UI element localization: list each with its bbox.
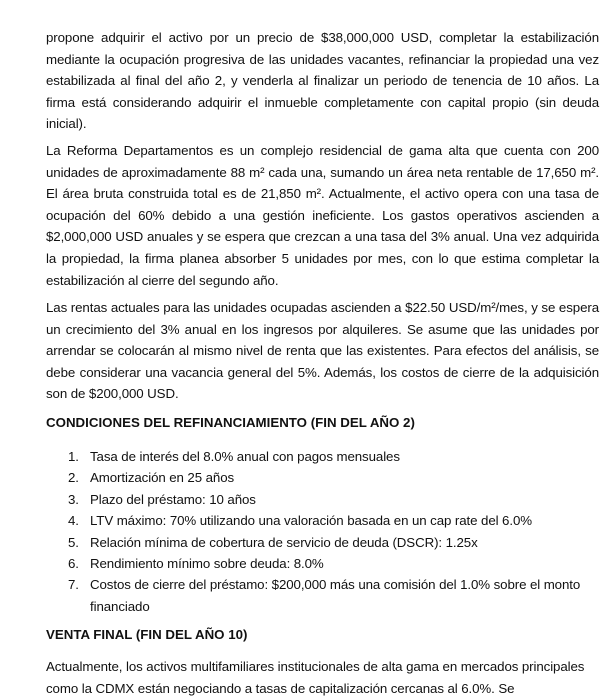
list-item-text: LTV máximo: 70% utilizando una valoración basada en un cap rate del 6.0% [90,513,532,529]
heading-final-sale: VENTA FINAL (FIN DEL AÑO 10) [46,627,248,642]
paragraph-property-description: La Reforma Departamentos es un complejo residencial de gama alta que cuenta con 200 unidades de aproximadamente 88 m² cada una, sumando un área neta rentable de 17,650 m². El área bruta construida total es de 21,850 m². Actualmente, el activo opera con una tasa de ocupación del 60% debido a una gestión ineficiente. Los gastos operativos ascienden a $2,000,000 USD anuales y se espera que crezcan a una tasa del 3% anual. Una vez adquirida la propiedad, la firma planea absorber 5 unidades por mes, con lo que estima completar la estabilización al cierre del segundo año. [46,143,599,288]
list-item-text: Tasa de interés del 8.0% anual con pagos mensuales [90,449,400,464]
list-item-text: Costos de cierre del préstamo: $200,000 más una comisión del 1.0% sobre el monto financiado [90,577,581,614]
list-item-text: Rendimiento mínimo sobre deuda: 8.0% [90,556,324,572]
list-item-text: Amortización en 25 años [90,470,235,486]
list-item-number: 2. [68,470,79,486]
list-item-text: Plazo del préstamo: 10 años [90,491,256,507]
list-item [46,446,599,467]
paragraph-cap-rates: Actualmente, los activos multifamiliares institucionales de alta gama en mercados principales como la CDMX están negociando a tasas de capitalización cercanas al 6.0%. Se [46,659,585,696]
list-item [46,489,599,510]
list-item-number: 3. [68,491,79,507]
heading-refinancing: CONDICIONES DEL REFINANCIAMIENTO (FIN DEL AÑO 2) [46,415,415,430]
paragraph-rents: Las rentas actuales para las unidades ocupadas ascienden a $22.50 USD/m²/mes, y se espera un crecimiento del 3% anual en los ingresos por alquileres. Se asume que las unidades por arrendar se colocarán al mismo nivel de renta que las existentes. Para efectos del análisis, se debe considerar una vacancia general del 5%. Además, los costos de cierre de la adquisición son de $200,000 USD. [46,300,599,402]
list-item-number: 4. [68,513,79,529]
list-item [46,510,599,531]
list-item-number: 1. [68,449,79,464]
refinancing-conditions-list [46,446,599,617]
list-item-number: 5. [68,534,79,550]
list-item [46,574,599,617]
list-item [46,467,599,488]
list-item-number: 6. [68,556,79,572]
paragraph-acquisition-plan: propone adquirir el activo por un precio de $38,000,000 USD, completar la estabilización mediante la ocupación progresiva de las unidades vacantes, refinanciar la propiedad una vez estabilizada al final del año 2, y venderla al finalizar un periodo de tenencia de 10 años. La firma está considerando adquirir el inmueble completamente con capital propio (sin deuda inicial). [46,30,599,132]
list-item [46,532,599,553]
list-item-number: 7. [68,577,79,593]
list-item-text: Relación mínima de cobertura de servicio de deuda (DSCR): 1.25x [90,534,478,550]
list-item [46,553,599,574]
